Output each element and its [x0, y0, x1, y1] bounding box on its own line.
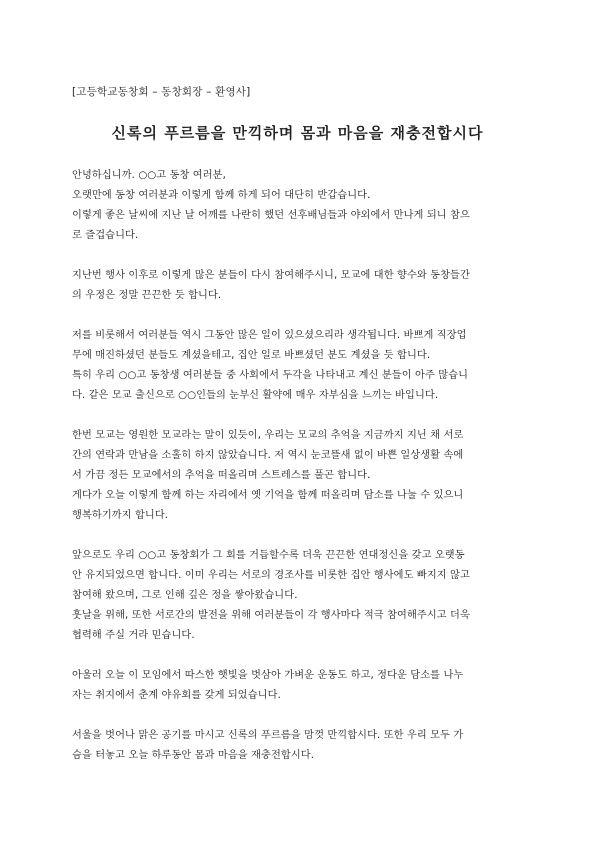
paragraph [72, 266, 528, 306]
paragraph-line: 서울을 벗어나 맑은 공기를 마시고 신록의 푸르름을 맘껏 만끽합시다. 또한 우리 모두 가 [72, 730, 464, 741]
paragraph-line: 의 우정은 정말 끈끈한 듯 합니다. [72, 290, 222, 301]
paragraph [72, 426, 528, 526]
paragraph-line: 한번 모교는 영원한 모교라는 말이 있듯이, 우리는 모교의 추억을 지금까지 지닌 채 서로 [72, 430, 464, 441]
paragraph-line: 훗날을 위해, 또한 서로간의 발전을 위해 여러분들이 각 행사마다 적극 참여해주시고 더욱 [72, 610, 470, 621]
paragraph-line: 로 즐겁습니다. [72, 230, 139, 241]
paragraph-line: 협력해 주실 거라 믿습니다. [72, 630, 195, 641]
document-title: 신록의 푸르름을 만끽하며 몸과 마음을 재충전합시다 [111, 124, 484, 142]
paragraph-line: 게다가 오늘 이렇게 함께 하는 자리에서 옛 기억을 함께 떠올리며 담소를 나눌 수 있으니 [72, 490, 464, 501]
paragraph-line: 아울러 오늘 이 모임에서 따스한 햇빛을 벗삼아 가벼운 운동도 하고, 정다운 담소를 나누 [72, 670, 464, 681]
paragraph-line: 저를 비롯해서 여러분들 역시 그동안 많은 일이 있으셨으리라 생각됩니다. 바쁘게 직장업 [72, 330, 467, 341]
paragraph-line: 앞으로도 우리 ○○고 동창회가 그 회를 거듭할수록 더욱 끈끈한 연대정신을 갖고 오랫동 [72, 550, 465, 561]
paragraph [72, 166, 528, 246]
paragraph-line: 안 유지되었으면 합니다. 이미 우리는 서로의 경조사를 비롯한 집안 행사에도 빠지지 않고 [72, 570, 470, 581]
paragraph-line: 이렇게 좋은 날씨에 지난 날 어깨를 나란히 했던 선후배님들과 야외에서 만나게 되니 참으 [72, 210, 470, 221]
document-body [72, 166, 528, 786]
paragraph-line: 무에 매진하셨던 분들도 계셨을테고, 집안 일로 바쁘셨던 분도 계셨을 듯 합니다. [72, 350, 431, 361]
paragraph-line: 간의 연락과 만남을 소홀히 하지 않았습니다. 저 역시 눈코뜰새 없이 바쁜 일상생활 속에 [72, 450, 464, 461]
paragraph-line: 자는 취지에서 춘계 야유회를 갖게 되었습니다. [72, 690, 281, 701]
paragraph-line: 슴을 터놓고 오늘 하루동안 몸과 마음을 재충전합시다. [72, 750, 315, 761]
paragraph-line: 특히 우리 ○○고 동창생 여러분들 중 사회에서 두각을 나타내고 계신 분들이 아주 많습니 [72, 370, 469, 381]
paragraph-line: 안녕하십니까. ○○고 동창 여러분, [72, 170, 226, 181]
paragraph-line: 지난번 행사 이후로 이렇게 많은 분들이 다시 참여해주시니, 모교에 대한 향수와 동창들간 [72, 270, 470, 281]
paragraph-line: 다. 같은 모교 출신으로 ○○인들의 눈부신 활약에 매우 자부심을 느끼는 바입니다. [72, 390, 439, 401]
paragraph-line: 행복하기까지 합니다. [72, 510, 169, 521]
paragraph-line: 참여해 왔으며, 그로 인해 깊은 정을 쌓아왔습니다. [72, 590, 298, 601]
paragraph-line: 오랫만에 동창 여러분과 이렇게 함께 하게 되어 대단히 반갑습니다. [72, 190, 371, 201]
paragraph-line: 서 가끔 정든 모교에서의 추억을 떠올리며 스트레스를 풀곤 합니다. [72, 470, 371, 481]
paragraph [72, 326, 528, 406]
document-category: [고등학교동창회 – 동창회장 – 환영사] [72, 86, 251, 98]
paragraph [72, 726, 528, 766]
paragraph [72, 666, 528, 706]
paragraph [72, 546, 528, 646]
